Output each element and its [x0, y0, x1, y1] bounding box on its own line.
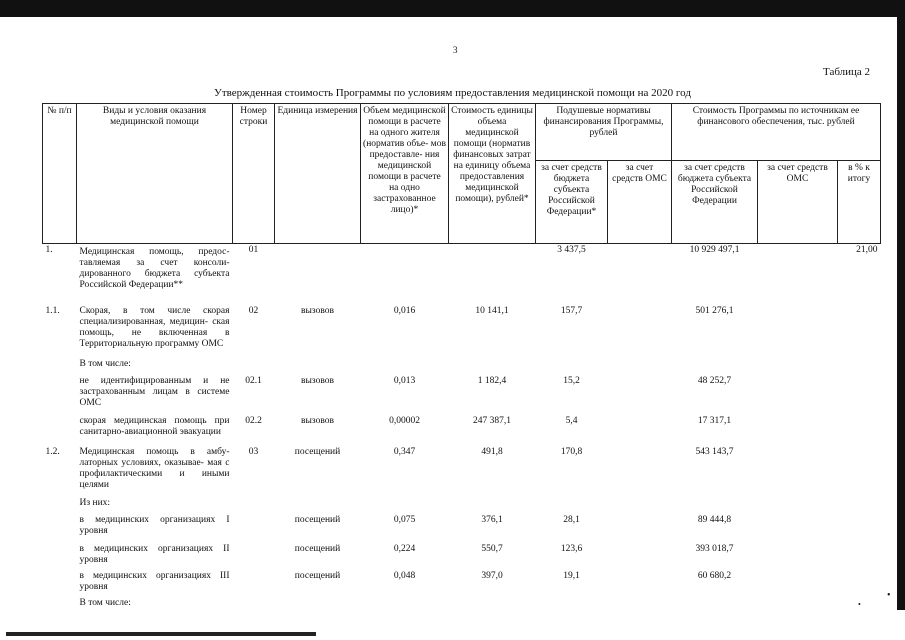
row-prog-oms [758, 375, 838, 415]
table-label: Таблица 2 [823, 66, 871, 78]
header-prog-pct: в % к итогу [838, 161, 881, 244]
row-prog-budget [672, 597, 758, 609]
row-name: не идентифицированным и не застрахованным лицам в системе ОМС [79, 376, 230, 408]
row-unit: посещений [294, 544, 341, 554]
row-name: Медицинская помощь, предос- тавляемая за счет консоли- дированного бюджета субъекта Российской Федерации** [77, 244, 233, 306]
row-num: 1. [43, 244, 77, 306]
table-row [43, 358, 881, 375]
row-volume [361, 244, 449, 306]
row-name: в медицинских организациях I уровня [79, 515, 230, 536]
row-line: 02.1 [245, 376, 262, 386]
row-pct [838, 497, 881, 514]
row-prog-oms [758, 305, 838, 358]
table-row [43, 244, 881, 306]
table-row [43, 305, 881, 358]
scan-speck: • [858, 600, 861, 609]
row-unit [275, 497, 361, 514]
row-volume: 0,016 [393, 306, 416, 316]
table-row [43, 497, 881, 514]
row-norm-budget [536, 497, 608, 514]
row-norm-oms [608, 597, 672, 609]
row-norm-budget: 3 437,5 [536, 244, 608, 306]
row-unit: вызовов [301, 416, 334, 426]
row-cost: 376,1 [481, 515, 503, 525]
row-pct [838, 514, 881, 543]
header-cost: Стоимость единицы объема медицинской помощи (норматив финансовых затрат на единицу объема предоставления медицинской помощи), рублей* [449, 104, 536, 244]
cost-table [42, 103, 881, 609]
row-unit: посещений [294, 571, 341, 581]
row-norm-oms [608, 244, 672, 306]
row-pct: 21,00 [838, 244, 881, 306]
row-name: В том числе: [79, 598, 131, 608]
row-num [43, 597, 77, 609]
row-norm-oms [608, 305, 672, 358]
row-num [43, 415, 77, 446]
row-prog-budget: 393 018,7 [695, 544, 734, 554]
row-prog-budget: 10 929 497,1 [672, 244, 758, 306]
row-cost: 397,0 [481, 571, 503, 581]
row-volume: 0,347 [393, 447, 416, 457]
row-norm-oms [608, 375, 672, 415]
row-line [233, 570, 275, 597]
header-norm-group: Подушевые нормативы финансирования Программы, рублей [536, 104, 672, 161]
table-row [43, 570, 881, 597]
row-norm-oms [608, 415, 672, 446]
row-name: скорая медицинская помощь при санитарно-авиационной эвакуации [79, 416, 230, 437]
row-num [43, 358, 77, 375]
row-pct [838, 446, 881, 497]
row-prog-oms [758, 446, 838, 497]
row-volume [361, 497, 449, 514]
row-norm-oms [608, 570, 672, 597]
row-line [233, 597, 275, 609]
row-pct [838, 543, 881, 570]
row-norm-budget: 123,6 [560, 544, 583, 554]
row-line [233, 358, 275, 375]
row-prog-budget: 89 444,8 [697, 515, 732, 525]
row-cost: 491,8 [481, 447, 503, 457]
header-volume: Объем медицинской помощи в расчете на одного жителя (норматив объе- мов предоставле- ния медицинской помощи в расчете на одно застрахованное лицо)* [361, 104, 449, 244]
row-cost: 1 182,4 [477, 376, 507, 386]
row-norm-budget: 170,8 [560, 447, 583, 457]
table-row [43, 415, 881, 446]
row-norm-budget: 157,7 [560, 306, 583, 316]
scan-bottom-mark [6, 632, 316, 636]
header-unit: Единица измерения [275, 104, 361, 244]
row-name: Из них: [79, 498, 111, 508]
row-num: 1.2. [45, 447, 60, 457]
row-volume: 0,075 [393, 515, 416, 525]
row-name: в медицинских организациях II уровня [79, 544, 230, 565]
row-num [43, 514, 77, 543]
scan-top-border [0, 0, 905, 17]
row-prog-oms [758, 244, 838, 306]
row-volume: 0,224 [393, 544, 416, 554]
row-unit: вызовов [301, 306, 334, 316]
row-num [43, 375, 77, 415]
row-prog-oms [758, 597, 838, 609]
row-norm-budget [536, 358, 608, 375]
scan-speck: • [887, 590, 891, 601]
row-norm-oms [608, 358, 672, 375]
row-prog-budget: 543 143,7 [695, 447, 734, 457]
row-prog-oms [758, 514, 838, 543]
row-num [43, 570, 77, 597]
row-pct [838, 305, 881, 358]
row-num: 1.1. [45, 306, 60, 316]
row-prog-oms [758, 415, 838, 446]
row-prog-oms [758, 497, 838, 514]
row-cost [449, 597, 536, 609]
row-prog-budget: 17 317,1 [697, 416, 732, 426]
row-unit [275, 358, 361, 375]
row-prog-budget: 60 680,2 [697, 571, 732, 581]
row-pct [838, 358, 881, 375]
row-line [233, 543, 275, 570]
header-kind: Виды и условия оказания медицинской помощи [77, 104, 233, 244]
row-cost: 247 387,1 [473, 416, 511, 426]
row-prog-oms [758, 570, 838, 597]
row-volume [361, 597, 449, 609]
table-row [43, 543, 881, 570]
row-num [43, 497, 77, 514]
row-name: в медицинских организациях III уровня [79, 571, 230, 592]
header-norm-budget: за счет средств бюджета субъекта Российской Федерации* [536, 161, 608, 244]
table-row [43, 446, 881, 497]
row-norm-budget: 28,1 [563, 515, 580, 525]
row-pct [838, 415, 881, 446]
row-volume: 0,013 [393, 376, 416, 386]
row-unit: вызовов [301, 376, 334, 386]
row-cost: 10 141,1 [475, 306, 509, 316]
row-line: 01 [233, 244, 275, 306]
row-norm-oms [608, 497, 672, 514]
row-norm-budget: 19,1 [563, 571, 580, 581]
row-volume: 0,00002 [389, 416, 420, 426]
header-prog-budget: за счет средств бюджета субъекта Российской Федерации [672, 161, 758, 244]
row-line: 03 [248, 447, 259, 457]
row-prog-budget [672, 497, 758, 514]
row-line: 02.2 [245, 416, 262, 426]
row-prog-budget [672, 358, 758, 375]
row-prog-oms [758, 358, 838, 375]
row-cost [449, 244, 536, 306]
table-row [43, 597, 881, 609]
row-cost [449, 497, 536, 514]
table-body [43, 244, 881, 610]
row-norm-oms [608, 446, 672, 497]
row-prog-budget: 48 252,7 [697, 376, 732, 386]
table-row [43, 514, 881, 543]
row-norm-budget: 5,4 [565, 416, 578, 426]
header-prog-oms: за счет средств ОМС [758, 161, 838, 244]
row-unit: посещений [294, 447, 341, 457]
row-line: 02 [248, 306, 259, 316]
header-norm-oms: за счет средств ОМС [608, 161, 672, 244]
row-name: Скорая, в том числе скорая специализированная, медицин- ская помощь, не включенная в Территориальную программу ОМС [79, 306, 230, 349]
page-number: 3 [453, 45, 458, 55]
row-line [233, 514, 275, 543]
row-name: Медицинская помощь в амбу- латорных условиях, оказывае- мая с профилактическими и иными целями [79, 447, 230, 490]
header-prog-group: Стоимость Программы по источникам ее финансового обеспечения, тыс. рублей [672, 104, 881, 161]
row-line [233, 497, 275, 514]
row-unit: посещений [294, 515, 341, 525]
row-num [43, 543, 77, 570]
row-unit [275, 597, 361, 609]
row-prog-budget: 501 276,1 [695, 306, 734, 316]
row-norm-budget: 15,2 [563, 376, 580, 386]
row-cost: 550,7 [481, 544, 503, 554]
document-title: Утвержденная стоимость Программы по условиям предоставления медицинской помощи на 2020 год [214, 87, 691, 99]
row-unit [275, 244, 361, 306]
row-name: В том числе: [79, 359, 131, 369]
row-volume: 0,048 [393, 571, 416, 581]
row-pct [838, 570, 881, 597]
row-pct [838, 375, 881, 415]
row-norm-budget [536, 597, 608, 609]
row-prog-oms [758, 543, 838, 570]
header-num: № п/п [43, 104, 77, 244]
header-line: Номер строки [233, 104, 275, 244]
row-volume [361, 358, 449, 375]
row-norm-oms [608, 514, 672, 543]
row-cost [449, 358, 536, 375]
table-row [43, 375, 881, 415]
row-norm-oms [608, 543, 672, 570]
